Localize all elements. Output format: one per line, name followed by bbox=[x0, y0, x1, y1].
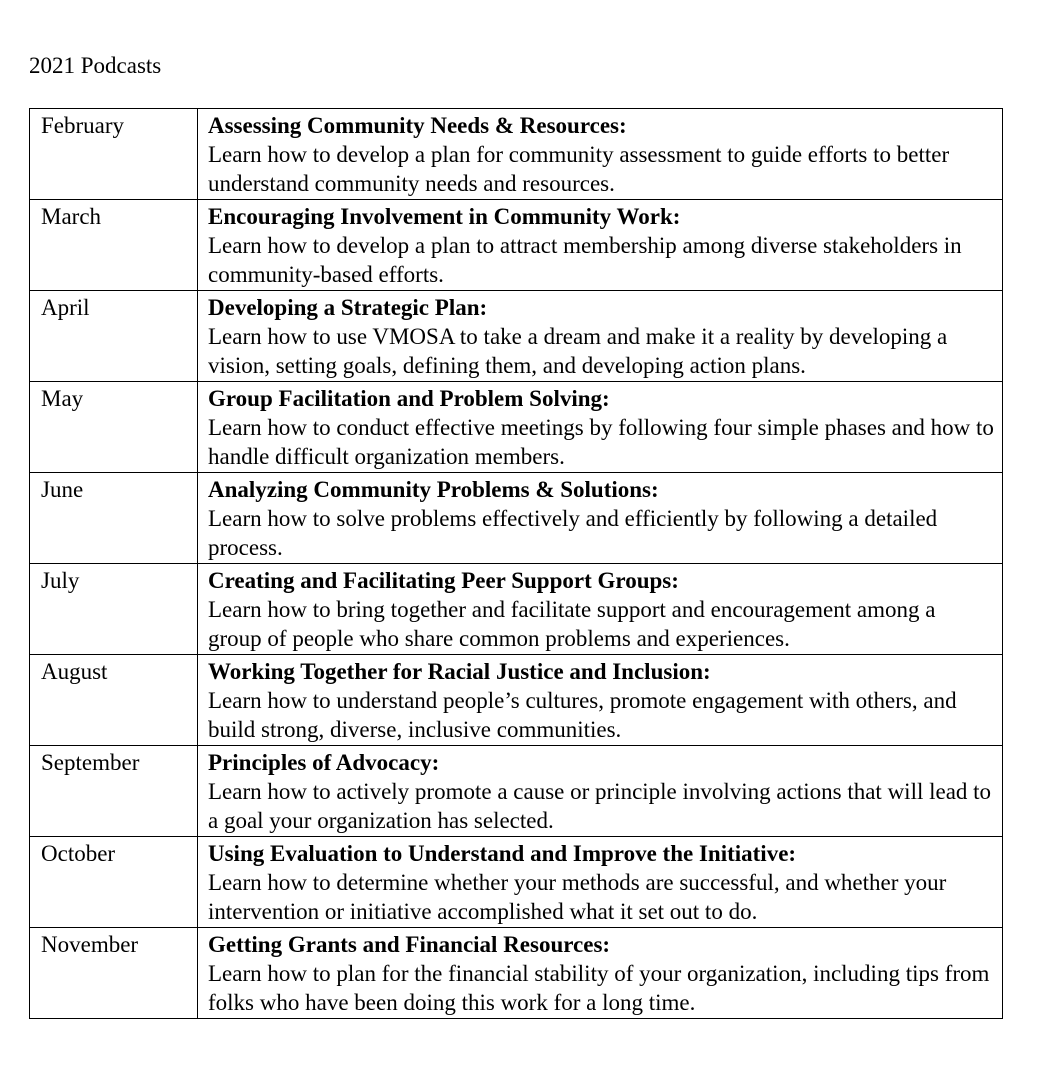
topic-description: Learn how to develop a plan for community assessment to guide efforts to better understand community needs and resources. bbox=[208, 142, 950, 196]
table-row bbox=[30, 746, 1003, 837]
topic-cell bbox=[198, 473, 1003, 564]
topic-description: Learn how to determine whether your methods are successful, and whether your intervention or initiative accomplished what it set out to do. bbox=[208, 870, 947, 924]
month-cell: August bbox=[30, 655, 198, 746]
topic-title: Working Together for Racial Justice and Inclusion: bbox=[208, 659, 711, 684]
topic-cell bbox=[198, 291, 1003, 382]
topic-cell bbox=[198, 564, 1003, 655]
podcast-schedule-table bbox=[29, 108, 1003, 1019]
month-cell: October bbox=[30, 837, 198, 928]
table-row bbox=[30, 473, 1003, 564]
month-cell: April bbox=[30, 291, 198, 382]
topic-cell bbox=[198, 382, 1003, 473]
topic-description: Learn how to develop a plan to attract membership among diverse stakeholders in community-based efforts. bbox=[208, 233, 962, 287]
table-row bbox=[30, 564, 1003, 655]
topic-cell bbox=[198, 109, 1003, 200]
document-title: 2021 Podcasts bbox=[29, 53, 162, 78]
month-cell: February bbox=[30, 109, 198, 200]
table-row bbox=[30, 382, 1003, 473]
table-row bbox=[30, 928, 1003, 1019]
topic-title: Developing a Strategic Plan: bbox=[208, 295, 488, 320]
topic-description: Learn how to conduct effective meetings by following four simple phases and how to handle difficult organization members. bbox=[208, 415, 994, 469]
month-cell: June bbox=[30, 473, 198, 564]
topic-title: Group Facilitation and Problem Solving: bbox=[208, 386, 610, 411]
table-row bbox=[30, 655, 1003, 746]
topic-cell bbox=[198, 746, 1003, 837]
topic-title: Assessing Community Needs & Resources: bbox=[208, 113, 627, 138]
topic-description: Learn how to actively promote a cause or principle involving actions that will lead to a goal your organization has selected. bbox=[208, 779, 992, 833]
topic-description: Learn how to use VMOSA to take a dream and make it a reality by developing a vision, setting goals, defining them, and developing action plans. bbox=[208, 324, 948, 378]
topic-title: Principles of Advocacy: bbox=[208, 750, 440, 775]
month-cell: September bbox=[30, 746, 198, 837]
topic-description: Learn how to bring together and facilitate support and encouragement among a group of people who share common problems and experiences. bbox=[208, 597, 936, 651]
topic-cell bbox=[198, 837, 1003, 928]
table-row bbox=[30, 837, 1003, 928]
month-cell: May bbox=[30, 382, 198, 473]
month-cell: November bbox=[30, 928, 198, 1019]
topic-description: Learn how to plan for the financial stability of your organization, including tips from folks who have been doing this work for a long time. bbox=[208, 961, 990, 1015]
topic-description: Learn how to solve problems effectively and efficiently by following a detailed process. bbox=[208, 506, 938, 560]
table-row bbox=[30, 200, 1003, 291]
topic-cell bbox=[198, 928, 1003, 1019]
topic-description: Learn how to understand people’s cultures, promote engagement with others, and build strong, diverse, inclusive communities. bbox=[208, 688, 957, 742]
topic-title: Using Evaluation to Understand and Improve the Initiative: bbox=[208, 841, 797, 866]
topic-title: Creating and Facilitating Peer Support Groups: bbox=[208, 568, 679, 593]
table-row bbox=[30, 109, 1003, 200]
topic-cell bbox=[198, 655, 1003, 746]
topic-cell bbox=[198, 200, 1003, 291]
month-cell: March bbox=[30, 200, 198, 291]
month-cell: July bbox=[30, 564, 198, 655]
topic-title: Encouraging Involvement in Community Work: bbox=[208, 204, 681, 229]
table-row bbox=[30, 291, 1003, 382]
topic-title: Analyzing Community Problems & Solutions: bbox=[208, 477, 659, 502]
topic-title: Getting Grants and Financial Resources: bbox=[208, 932, 611, 957]
